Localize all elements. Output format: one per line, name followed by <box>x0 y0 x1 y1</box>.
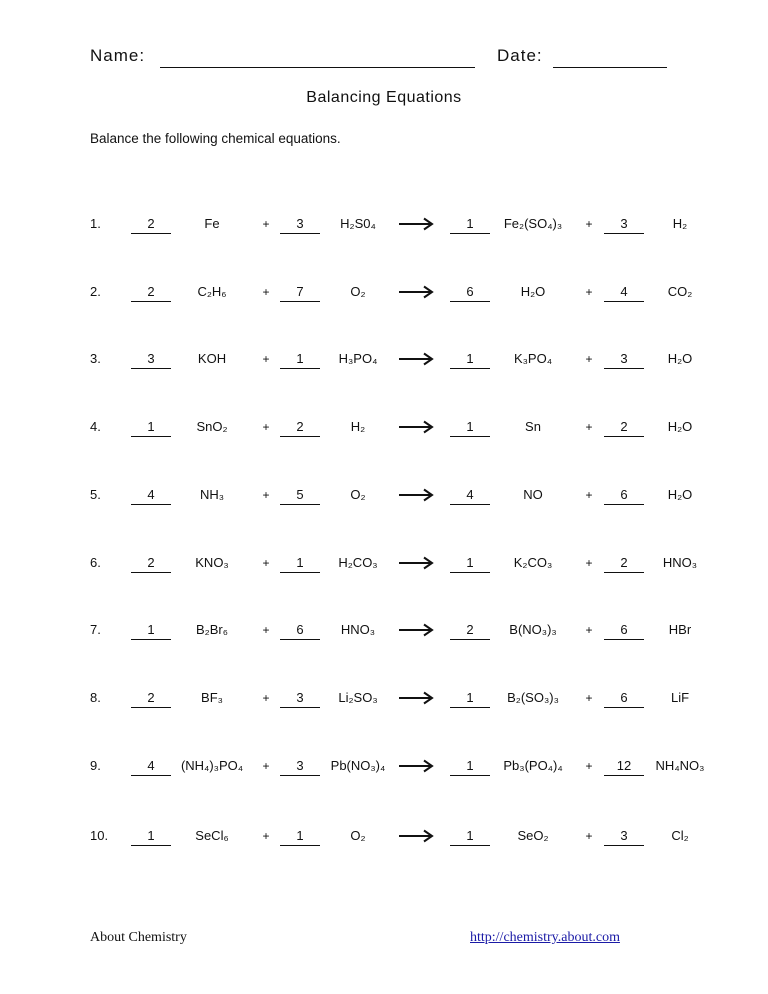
equation-number: 1. <box>90 216 101 231</box>
plus-sign: + <box>262 488 270 502</box>
coefficient-answer[interactable]: 3 <box>131 350 171 369</box>
reactant-formula: Li₂SO₃ <box>338 690 378 705</box>
plus-sign: + <box>585 691 593 705</box>
product-formula: H₂O <box>667 487 693 502</box>
product-formula: LiF <box>670 690 690 705</box>
product-formula: NO <box>523 487 543 502</box>
product-formula: K₃PO₄ <box>513 351 553 366</box>
equation-row <box>0 689 768 713</box>
equation-row <box>0 621 768 645</box>
coefficient-answer[interactable]: 12 <box>604 757 644 776</box>
reactant-formula: B₂Br₆ <box>196 622 228 637</box>
equation-number: 6. <box>90 555 101 570</box>
plus-sign: + <box>585 488 593 502</box>
equation-row <box>0 757 768 781</box>
product-formula: B₂(SO₃)₃ <box>507 690 559 705</box>
equation-number: 7. <box>90 622 101 637</box>
reactant-formula: O₂ <box>350 487 366 502</box>
equation-number: 9. <box>90 758 101 773</box>
coefficient-answer[interactable]: 4 <box>131 757 171 776</box>
plus-sign: + <box>585 759 593 773</box>
plus-sign: + <box>585 217 593 231</box>
reaction-arrow-icon <box>398 217 434 231</box>
name-label: Name: <box>90 46 146 65</box>
plus-sign: + <box>262 691 270 705</box>
plus-sign: + <box>585 623 593 637</box>
coefficient-answer[interactable]: 1 <box>131 621 171 640</box>
reactant-formula: (NH₄)₃PO₄ <box>180 758 244 773</box>
coefficient-answer[interactable]: 2 <box>131 554 171 573</box>
equation-row <box>0 215 768 239</box>
product-formula: Sn <box>525 419 541 434</box>
coefficient-answer[interactable]: 4 <box>450 486 490 505</box>
reactant-formula: H₃PO₄ <box>338 351 378 366</box>
coefficient-answer[interactable]: 1 <box>131 418 171 437</box>
coefficient-answer[interactable]: 2 <box>450 621 490 640</box>
coefficient-answer[interactable]: 3 <box>604 827 644 846</box>
reactant-formula: NH₃ <box>199 487 225 502</box>
plus-sign: + <box>262 829 270 843</box>
product-formula: HBr <box>668 622 692 637</box>
product-formula: HNO₃ <box>662 555 698 570</box>
coefficient-answer[interactable]: 6 <box>450 283 490 302</box>
reactant-formula: KNO₃ <box>195 555 229 570</box>
product-formula: Pb₃(PO₄)₄ <box>503 758 563 773</box>
coefficient-answer[interactable]: 3 <box>280 757 320 776</box>
equation-number: 8. <box>90 690 101 705</box>
product-formula: H₂O <box>667 351 693 366</box>
reactant-formula: H₂ <box>350 419 366 434</box>
product-formula: K₂CO₃ <box>513 555 553 570</box>
reaction-arrow-icon <box>398 623 434 637</box>
coefficient-answer[interactable]: 1 <box>131 827 171 846</box>
reactant-formula: O₂ <box>350 284 366 299</box>
coefficient-answer[interactable]: 2 <box>280 418 320 437</box>
equation-number: 4. <box>90 419 101 434</box>
product-formula: Fe₂(SO₄)₃ <box>503 216 563 231</box>
reactant-formula: Fe <box>204 216 220 231</box>
coefficient-answer[interactable]: 6 <box>280 621 320 640</box>
coefficient-answer[interactable]: 3 <box>604 350 644 369</box>
plus-sign: + <box>262 623 270 637</box>
equation-row <box>0 418 768 442</box>
date-field-line[interactable] <box>553 67 667 68</box>
product-formula: Cl₂ <box>671 828 689 843</box>
coefficient-answer[interactable]: 1 <box>280 350 320 369</box>
plus-sign: + <box>585 285 593 299</box>
coefficient-answer[interactable]: 1 <box>450 689 490 708</box>
reaction-arrow-icon <box>398 556 434 570</box>
coefficient-answer[interactable]: 1 <box>450 418 490 437</box>
equation-row <box>0 283 768 307</box>
reactant-formula: KOH <box>197 351 227 366</box>
coefficient-answer[interactable]: 5 <box>280 486 320 505</box>
product-formula: H₂O <box>667 419 693 434</box>
plus-sign: + <box>262 352 270 366</box>
date-label: Date: <box>497 46 543 65</box>
footer-source: About Chemistry <box>90 930 187 945</box>
plus-sign: + <box>262 556 270 570</box>
coefficient-answer[interactable]: 2 <box>131 283 171 302</box>
coefficient-answer[interactable]: 6 <box>604 689 644 708</box>
coefficient-answer[interactable]: 2 <box>604 418 644 437</box>
equation-row <box>0 486 768 510</box>
product-formula: NH₄NO₃ <box>655 758 705 773</box>
coefficient-answer[interactable]: 2 <box>131 215 171 234</box>
reaction-arrow-icon <box>398 759 434 773</box>
product-formula: H₂O <box>520 284 546 299</box>
reactant-formula: SeCl₆ <box>195 828 229 843</box>
coefficient-answer[interactable]: 1 <box>280 554 320 573</box>
reaction-arrow-icon <box>398 691 434 705</box>
coefficient-answer[interactable]: 2 <box>604 554 644 573</box>
equation-number: 2. <box>90 284 101 299</box>
product-formula: SeO₂ <box>517 828 549 843</box>
reactant-formula: H₂S0₄ <box>340 216 376 231</box>
footer-link[interactable]: http://chemistry.about.com <box>470 930 620 945</box>
name-field-line[interactable] <box>160 67 475 68</box>
plus-sign: + <box>262 285 270 299</box>
equation-number: 5. <box>90 487 101 502</box>
reactant-formula: BF₃ <box>201 690 223 705</box>
product-formula: B(NO₃)₃ <box>509 622 557 637</box>
coefficient-answer[interactable]: 1 <box>450 215 490 234</box>
instructions: Balance the following chemical equations. <box>90 131 341 146</box>
coefficient-answer[interactable]: 4 <box>604 283 644 302</box>
reaction-arrow-icon <box>398 352 434 366</box>
coefficient-answer[interactable]: 4 <box>131 486 171 505</box>
coefficient-answer[interactable]: 3 <box>280 215 320 234</box>
reaction-arrow-icon <box>398 285 434 299</box>
coefficient-answer[interactable]: 1 <box>450 350 490 369</box>
equation-row <box>0 827 768 851</box>
coefficient-answer[interactable]: 6 <box>604 621 644 640</box>
equation-number: 10. <box>90 828 109 843</box>
reactant-formula: H₂CO₃ <box>338 555 378 570</box>
coefficient-answer[interactable]: 6 <box>604 486 644 505</box>
plus-sign: + <box>585 420 593 434</box>
product-formula: H₂ <box>672 216 688 231</box>
coefficient-answer[interactable]: 1 <box>450 554 490 573</box>
reactant-formula: O₂ <box>350 828 366 843</box>
coefficient-answer[interactable]: 7 <box>280 283 320 302</box>
product-formula: CO₂ <box>667 284 693 299</box>
plus-sign: + <box>262 420 270 434</box>
reactant-formula: HNO₃ <box>340 622 376 637</box>
plus-sign: + <box>585 556 593 570</box>
page-title: Balancing Equations <box>306 89 462 106</box>
reaction-arrow-icon <box>398 488 434 502</box>
coefficient-answer[interactable]: 3 <box>604 215 644 234</box>
equation-row <box>0 350 768 374</box>
plus-sign: + <box>585 352 593 366</box>
plus-sign: + <box>262 759 270 773</box>
equation-row <box>0 554 768 578</box>
plus-sign: + <box>585 829 593 843</box>
reaction-arrow-icon <box>398 829 434 843</box>
coefficient-answer[interactable]: 1 <box>280 827 320 846</box>
reactant-formula: Pb(NO₃)₄ <box>330 758 386 773</box>
reactant-formula: SnO₂ <box>196 419 228 434</box>
reaction-arrow-icon <box>398 420 434 434</box>
plus-sign: + <box>262 217 270 231</box>
header-row <box>90 46 670 70</box>
coefficient-answer[interactable]: 3 <box>280 689 320 708</box>
equation-number: 3. <box>90 351 101 366</box>
reactant-formula: C₂H₆ <box>197 284 227 299</box>
coefficient-answer[interactable]: 1 <box>450 757 490 776</box>
coefficient-answer[interactable]: 2 <box>131 689 171 708</box>
coefficient-answer[interactable]: 1 <box>450 827 490 846</box>
